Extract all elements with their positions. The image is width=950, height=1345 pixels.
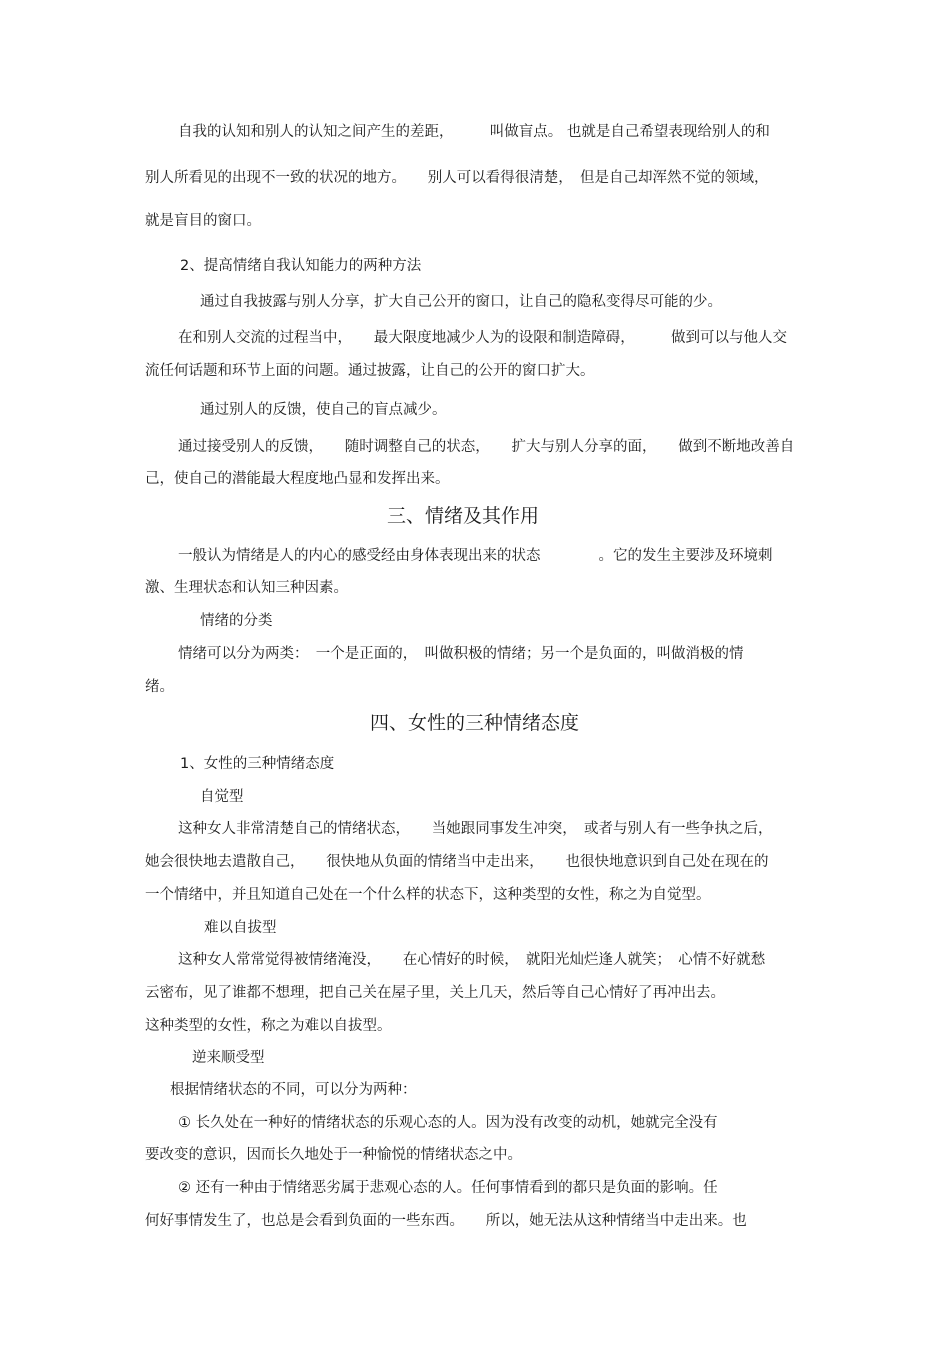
section-heading: 四、女性的三种情绪态度 bbox=[370, 712, 580, 734]
paragraph-line: 己，使自己的潜能最大程度地凸显和发挥出来。 bbox=[145, 471, 450, 487]
paragraph-line: 这种女人非常清楚自己的情绪状态， 当她跟同事发生冲突， 或者与别人有一些争执之后， bbox=[178, 821, 773, 837]
section-subheading: 难以自拔型 bbox=[204, 920, 277, 936]
paragraph-line: 情绪可以分为两类： 一个是正面的， 叫做积极的情绪；另一个是负面的，叫做消极的情 bbox=[178, 646, 744, 662]
paragraph-line: 通过自我披露与别人分享，扩大自己公开的窗口，让自己的隐私变得尽可能的少。 bbox=[200, 294, 722, 310]
paragraph-line: 绪。 bbox=[145, 679, 174, 695]
section-heading: 三、情绪及其作用 bbox=[387, 505, 540, 527]
section-subheading: 2、提高情绪自我认知能力的两种方法 bbox=[180, 258, 422, 274]
section-subheading: 1、女性的三种情绪态度 bbox=[180, 756, 335, 772]
paragraph-line: 她会很快地去遣散自己， 很快地从负面的情绪当中走出来， 也很快地意识到自己处在现在的 bbox=[145, 854, 769, 870]
paragraph-line: 一个情绪中，并且知道自己处在一个什么样的状态下，这种类型的女性，称之为自觉型。 bbox=[145, 887, 711, 903]
section-subheading: 自觉型 bbox=[200, 789, 244, 805]
paragraph-line: 激、生理状态和认知三种因素。 bbox=[145, 580, 348, 596]
paragraph-line: 根据情绪状态的不同，可以分为两种： bbox=[170, 1082, 417, 1098]
section-subheading: 逆来顺受型 bbox=[192, 1050, 265, 1066]
paragraph-line: 流任何话题和环节上面的问题。通过披露，让自己的公开的窗口扩大。 bbox=[145, 363, 595, 379]
list-item: ② 还有一种由于情绪恶劣属于悲观心态的人。任何事情看到的都只是负面的影响。任 bbox=[178, 1180, 718, 1196]
paragraph-line: 这种类型的女性，称之为难以自拔型。 bbox=[145, 1018, 392, 1034]
paragraph-line: 在和别人交流的过程当中， 最大限度地减少人为的设限和制造障碍， 做到可以与他人交 bbox=[178, 330, 787, 346]
paragraph-line: 要改变的意识，因而长久地处于一种愉悦的情绪状态之中。 bbox=[145, 1147, 522, 1163]
paragraph-line: 通过别人的反馈，使自己的盲点减少。 bbox=[200, 402, 447, 418]
paragraph-line: 自我的认知和别人的认知之间产生的差距， 叫做盲点。 也就是自己希望表现给别人的和 bbox=[178, 124, 770, 140]
paragraph-line: 这种女人常常觉得被情绪淹没， 在心情好的时候， 就阳光灿烂逢人就笑； 心情不好就愁 bbox=[178, 952, 766, 968]
paragraph-line: 何好事情发生了，也总是会看到负面的一些东西。 所以，她无法从这种情绪当中走出来。也 bbox=[145, 1213, 747, 1229]
paragraph-line: 通过接受别人的反馈， 随时调整自己的状态， 扩大与别人分享的面， 做到不断地改善自 bbox=[178, 439, 795, 455]
paragraph-line: 云密布，见了谁都不想理，把自己关在屋子里，关上几天，然后等自己心情好了再冲出去。 bbox=[145, 985, 725, 1001]
paragraph-line: 别人所看见的出现不一致的状况的地方。 别人可以看得很清楚， 但是自己却浑然不觉的领域， bbox=[145, 170, 769, 186]
paragraph-line: 就是盲目的窗口。 bbox=[145, 213, 261, 229]
list-item: ① 长久处在一种好的情绪状态的乐观心态的人。因为没有改变的动机，她就完全没有 bbox=[178, 1115, 718, 1131]
section-subheading: 情绪的分类 bbox=[200, 613, 273, 629]
paragraph-line: 一般认为情绪是人的内心的感受经由身体表现出来的状态 。它的发生主要涉及环境刺 bbox=[178, 548, 773, 564]
